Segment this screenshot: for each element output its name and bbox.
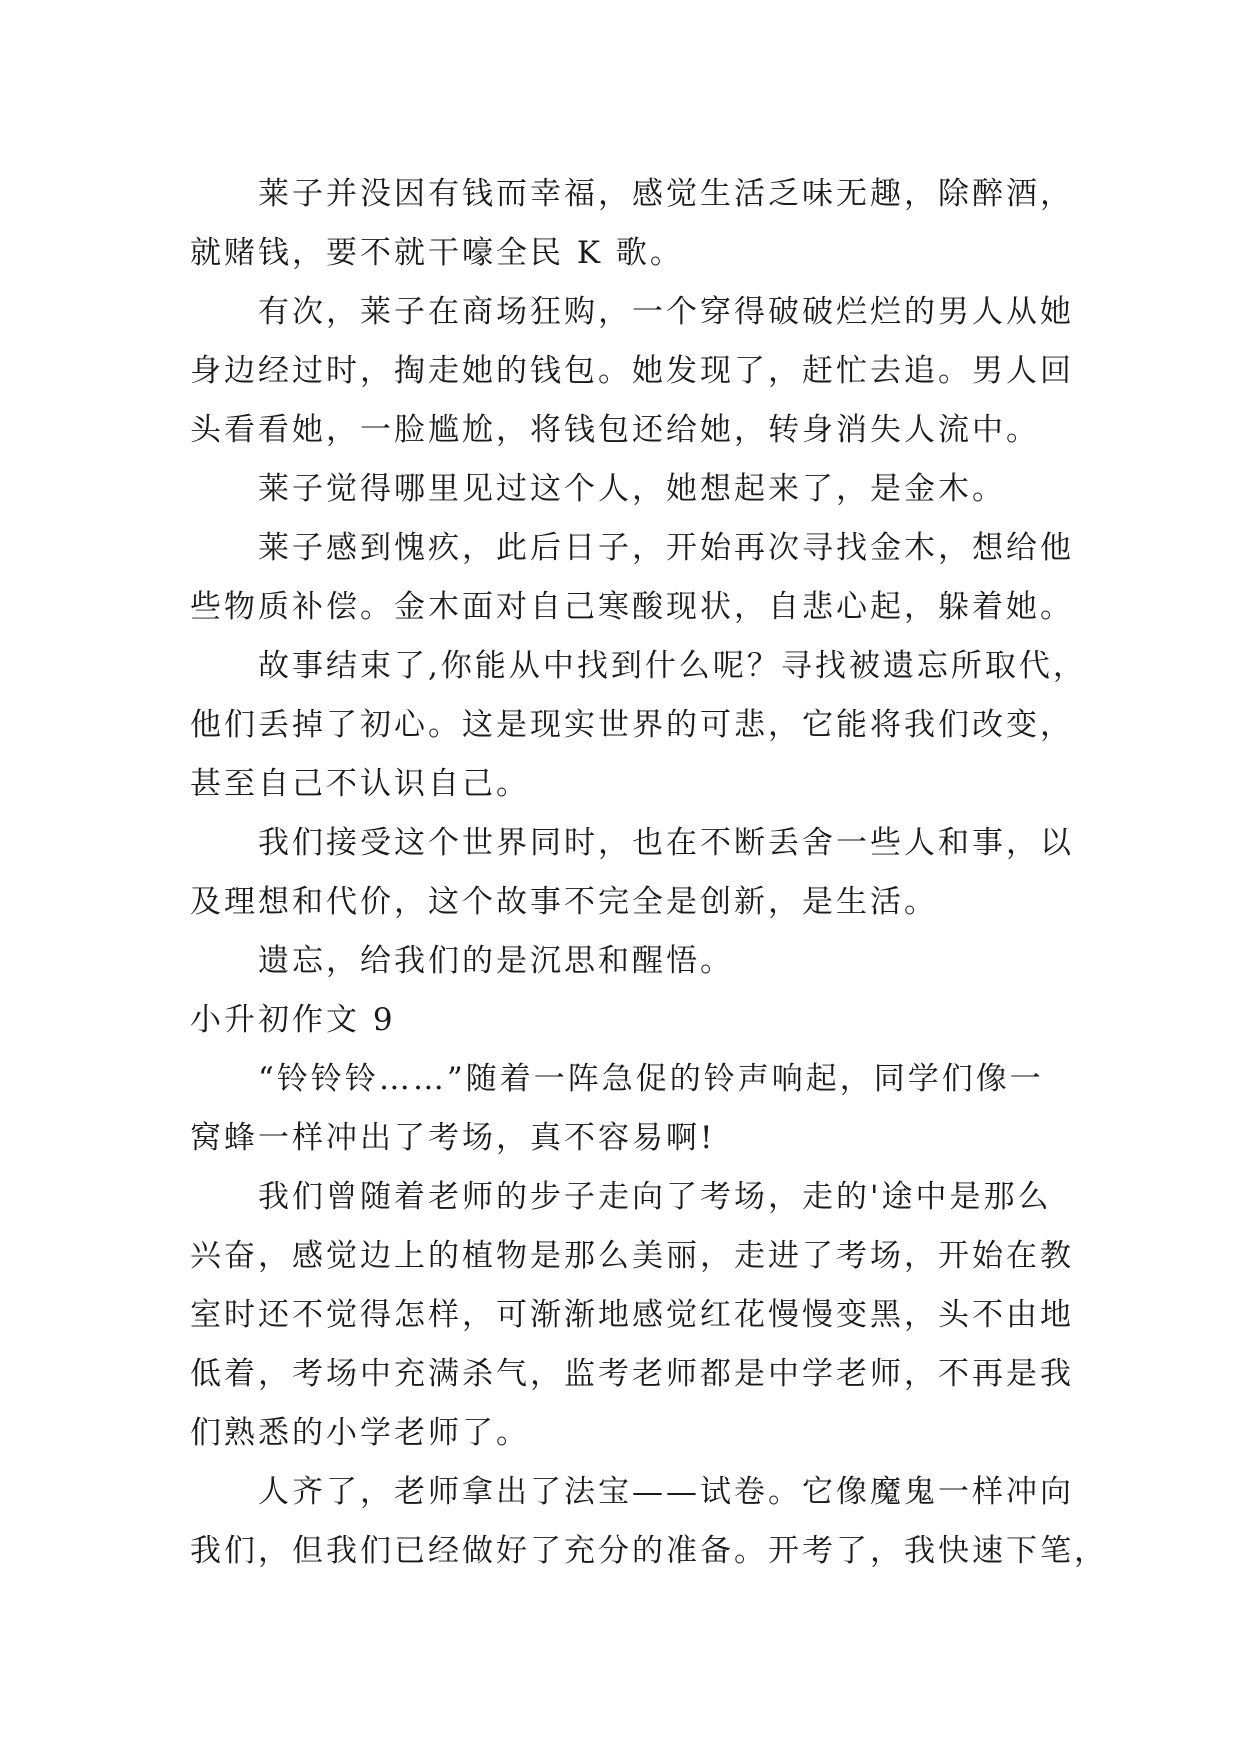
paragraph — [190, 637, 1087, 814]
paragraph — [190, 1168, 1074, 1463]
paragraph — [190, 1050, 1070, 1168]
section-heading: 小升初作文 9 — [190, 1002, 396, 1038]
paragraph — [190, 814, 1074, 932]
text-line: 甚至自己不认识自己。 — [190, 766, 530, 802]
paragraph — [190, 165, 1074, 283]
text-line: 莱子感到愧疚，此后日子，开始再次寻找金木，想给他 — [258, 530, 1074, 566]
paragraph — [190, 932, 1070, 991]
paragraph — [190, 283, 1074, 460]
text-line: 兴奋，感觉边上的植物是那么美丽，走进了考场，开始在教 — [190, 1238, 1074, 1274]
paragraph — [190, 460, 1070, 519]
text-line: 身边经过时，掏走她的钱包。她发现了，赶忙去追。男人回 — [190, 353, 1074, 389]
text-line: 窝蜂一样冲出了考场，真不容易啊! — [190, 1120, 716, 1156]
text-line: 故事结束了,你能从中找到什么呢？寻找被遗忘所取代， — [258, 648, 1087, 684]
text-line: 人齐了，老师拿出了法宝——试卷。它像魔鬼一样冲向 — [258, 1474, 1074, 1510]
text-line: 有次，莱子在商场狂购，一个穿得破破烂烂的男人从她 — [258, 294, 1074, 330]
text-line: 们熟悉的小学老师了。 — [190, 1415, 530, 1451]
paragraph — [190, 1463, 1108, 1581]
text-line: 我们接受这个世界同时，也在不断丢舍一些人和事，以 — [258, 825, 1074, 861]
text-line: 些物质补偿。金木面对自己寒酸现状，自悲心起，躲着她。 — [190, 589, 1074, 625]
text-line: 遗忘，给我们的是沉思和醒悟。 — [258, 943, 734, 979]
text-line: 室时还不觉得怎样，可渐渐地感觉红花慢慢变黑，头不由地 — [190, 1297, 1074, 1333]
text-line: 莱子觉得哪里见过这个人，她想起来了，是金木。 — [258, 471, 1006, 507]
document-body — [190, 165, 1108, 1581]
text-line: 头看看她，一脸尴尬，将钱包还给她，转身消失人流中。 — [190, 412, 1040, 448]
text-line: 我们曾随着老师的步子走向了考场，走的'途中是那么 — [258, 1179, 1052, 1215]
text-line: 及理想和代价，这个故事不完全是创新，是生活。 — [190, 884, 938, 920]
text-line: 就赌钱，要不就干嚎全民 K 歌。 — [190, 235, 684, 271]
text-line: 莱子并没因有钱而幸福，感觉生活乏味无趣，除醉酒， — [258, 176, 1074, 212]
text-line: 我们，但我们已经做好了充分的准备。开考了，我快速下笔， — [190, 1533, 1108, 1569]
text-line: 他们丢掉了初心。这是现实世界的可悲，它能将我们改变， — [190, 707, 1074, 743]
text-line: 低着，考场中充满杀气，监考老师都是中学老师，不再是我 — [190, 1356, 1074, 1392]
paragraph — [190, 519, 1074, 637]
text-line: “铃铃铃……”随着一阵急促的铃声响起，同学们像一 — [258, 1061, 1044, 1097]
